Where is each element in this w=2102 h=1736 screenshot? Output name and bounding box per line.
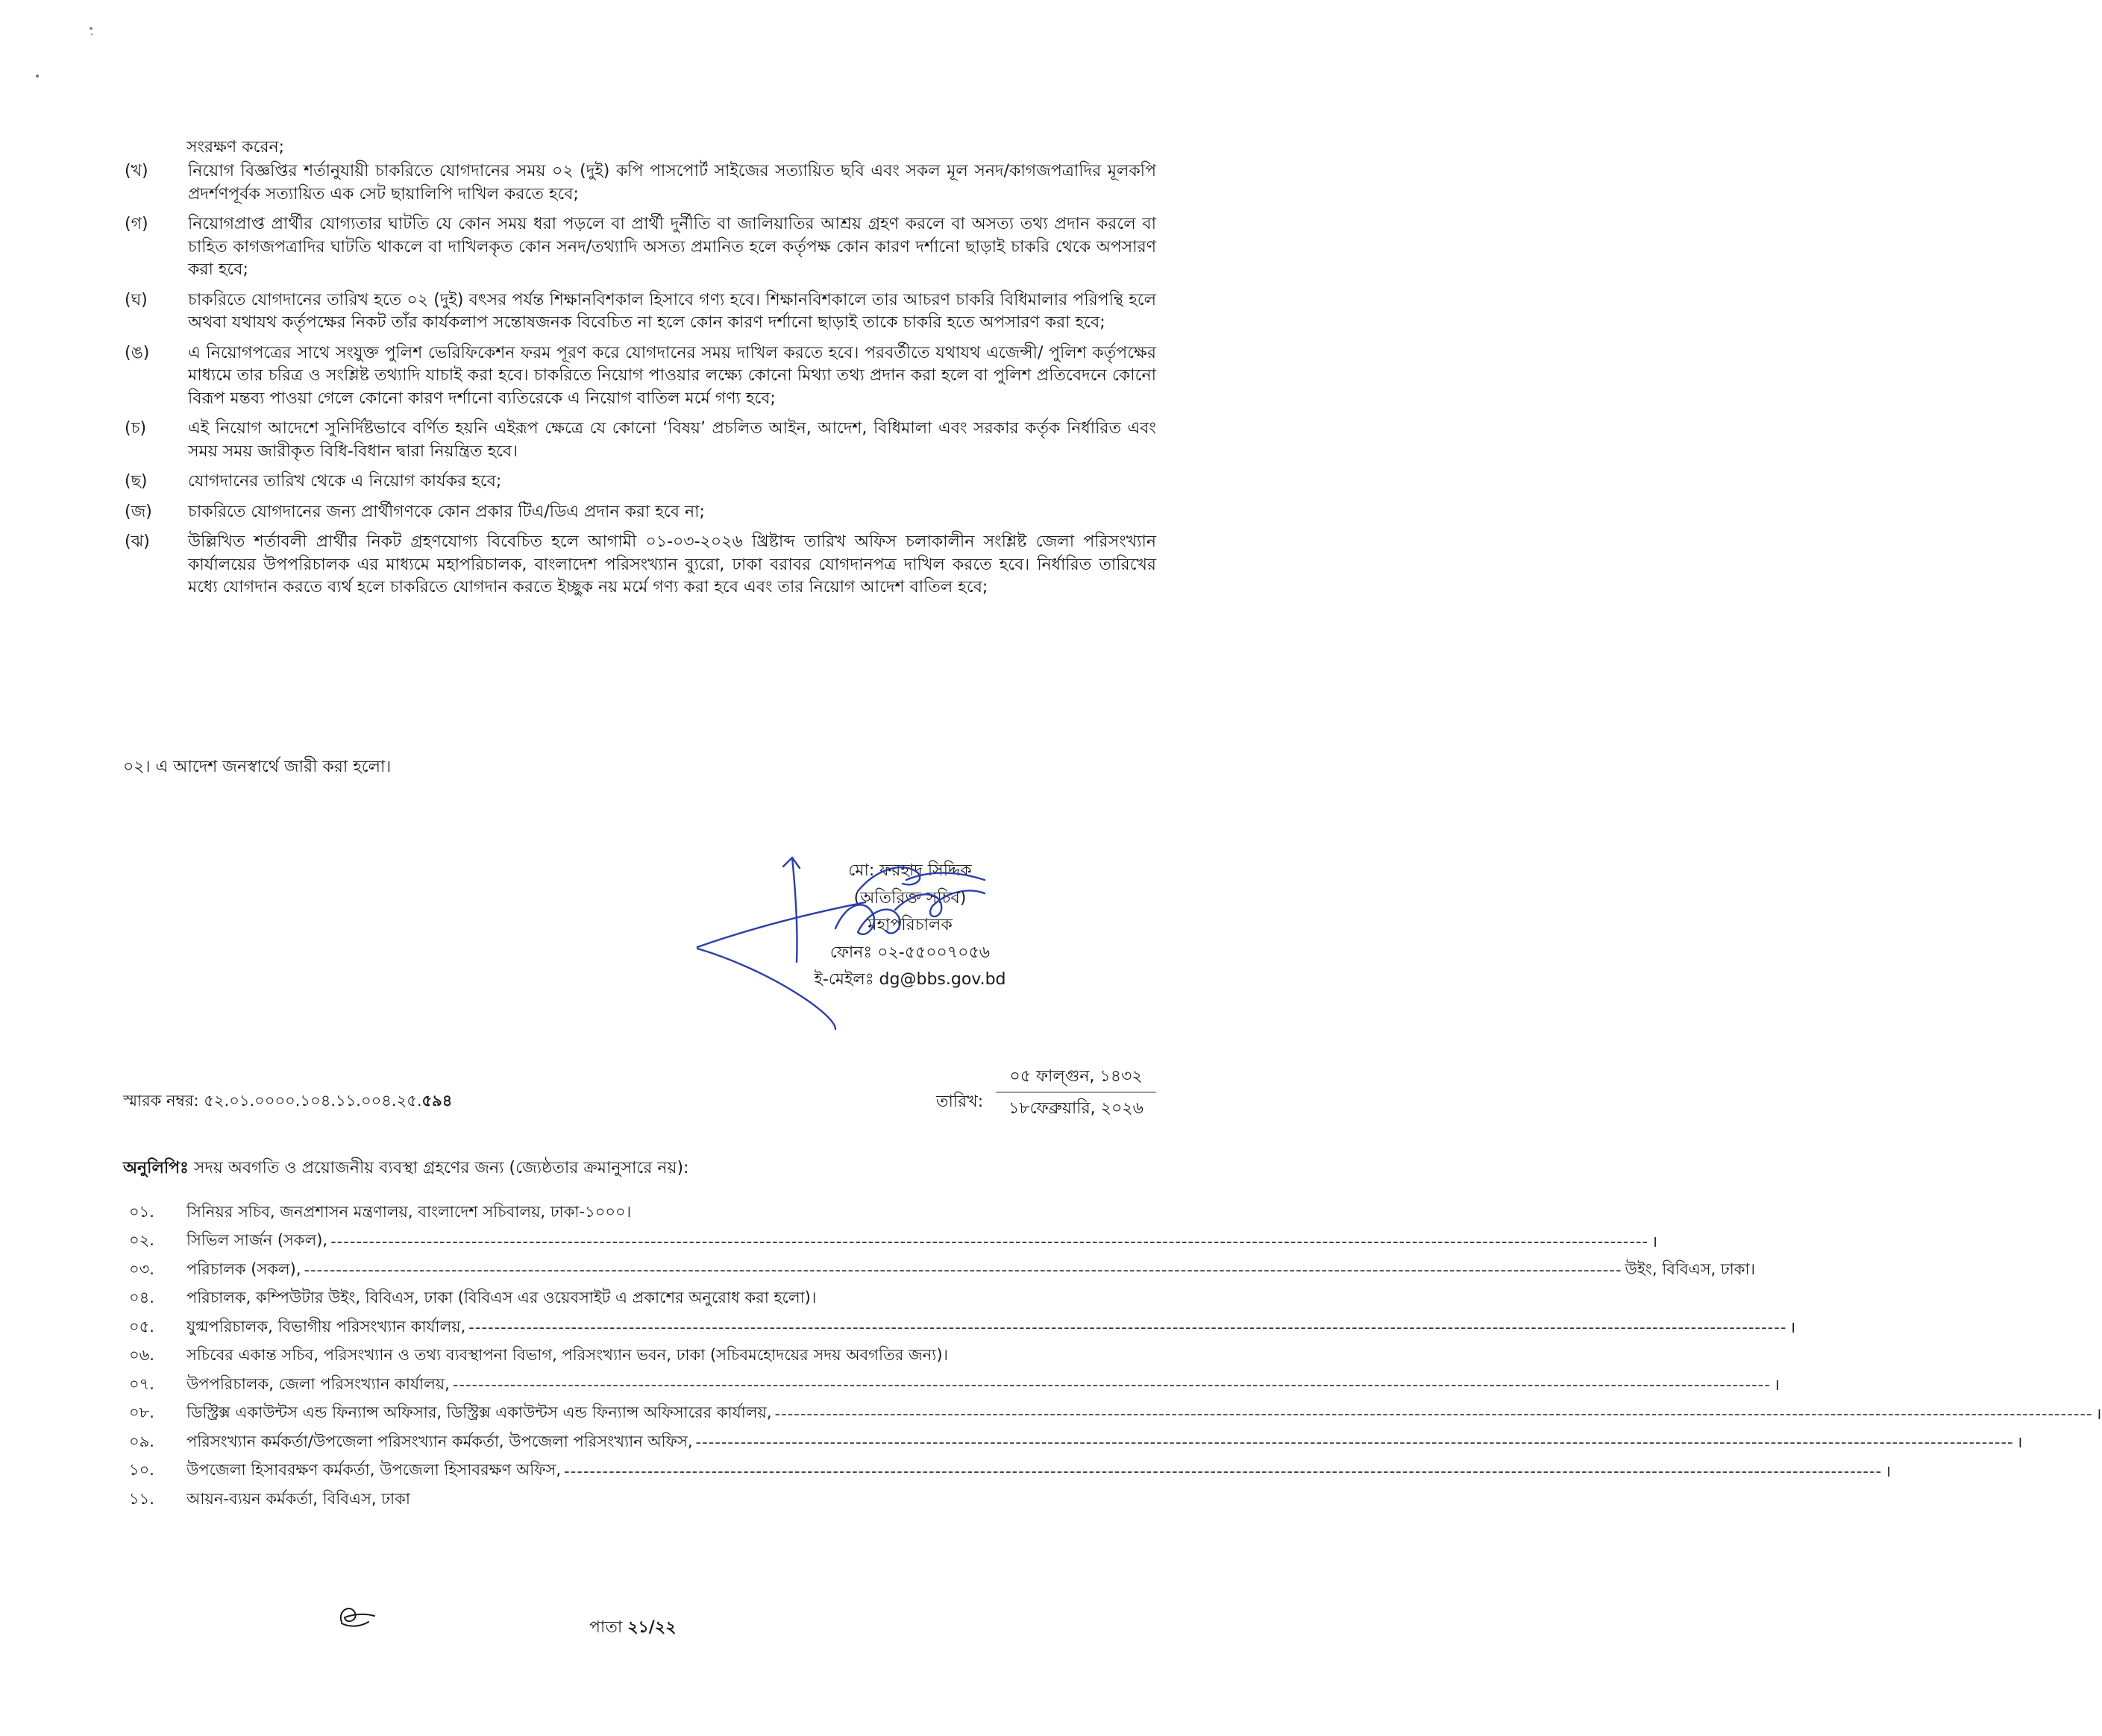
cc-item-text: উপপরিচালক, জেলা পরিসংখ্যান কার্যালয়, — [186, 1374, 450, 1393]
cc-item-number: ০১. — [129, 1202, 154, 1221]
cc-item — [123, 1256, 1756, 1285]
dash-leader: -------------------------------------------------------------------------------------------------------------------------------------------------------------------------------------------------------------- — [774, 1404, 2093, 1423]
condition-text: উল্লিখিত শর্তাবলী প্রার্থীর নিকট গ্রহণযোগ্য বিবেচিত হলে আগামী ০১-০৩-২০২৬ খ্রিষ্টাব্দ তারিখ অফিস চলাকালীন সংশ্লিষ্ট জেলা পরিসংখ্যান কার্যালয়ের উপপরিচালক এর মাধ্যমে মহাপরিচালক, বাংলাদেশ পরিসংখ্যান ব্যুরো, ঢাকা বরাবর যোগদানপত্র দাখিল করতে হবে। নির্ধারিত তারিখের মধ্যে যোগদান করতে ব্যর্থ হলে চাকরিতে যোগদান করতে ইচ্ছুক নয় মর্মে গণ্য করা হবে এবং তার নিয়োগ আদেশ বাতিল হবে; — [188, 532, 1156, 597]
dash-leader: -------------------------------------------------------------------------------------------------------------------------------------------------------------------------------------------------------------- — [564, 1462, 1883, 1480]
signature-block — [746, 858, 1074, 994]
condition-item — [123, 160, 1156, 206]
cc-item-text: ডিস্ট্রিক্স একাউন্টস এন্ড ফিন্যান্স অফিসার, ডিস্ট্রিক্স একাউন্টস এন্ড ফিন্যান্স অফিসারের কার্যালয়, — [186, 1403, 772, 1422]
cc-item-text: পরিসংখ্যান কর্মকর্তা/উপজেলা পরিসংখ্যান কর্মকর্তা, উপজেলা পরিসংখ্যান অফিস, — [186, 1432, 693, 1450]
cc-item — [123, 1457, 1892, 1486]
memo-number-label: স্মারক নম্বর: ৫২.০১.০০০০.১০৪.১১.০০৪.২৫. — [123, 1092, 422, 1110]
dash-leader: -------------------------------------------------------------------------------------------------------------------------------------------------------------------------------------------------------------- — [695, 1433, 2014, 1452]
date-fraction — [996, 1065, 1156, 1121]
dash-leader: -------------------------------------------------------------------------------------------------------------------------------------------------------------------------------------------------------------- — [330, 1232, 1649, 1251]
cc-item-number: ১০. — [129, 1461, 154, 1479]
condition-marker: (ঘ) — [125, 290, 148, 309]
cc-item-number: ০৮. — [129, 1403, 154, 1422]
order-statement: ০২। এ আদেশ জনস্বার্থে জারী করা হলো। — [123, 758, 392, 776]
cc-item-number: ০২. — [129, 1231, 154, 1250]
cc-item-tail: । — [1773, 1376, 1780, 1394]
condition-text: এ নিয়োগপত্রের সাথে সংযুক্ত পুলিশ ভেরিফিকেশন ফরম পূরণ করে যোগদানের সময় দাখিল করতে হবে। পরবর্তীতে যথাযথ এজেন্সী/ পুলিশ কর্তৃপক্ষের মাধ্যমে তার চরিত্র ও সংশ্লিষ্ট তথ্যাদি যাচাই করা হবে। চাকরিতে নিয়োগ পাওয়ার লক্ষ্যে কোনো মিথ্যা তথ্য প্রদান করা হলে বা পুলিশ প্রতিবেদনে কোনো বিরূপ মন্তব্য পাওয়া গেলে কোনো কারণ দর্শানো ব্যতিরেকে এ নিয়োগ বাতিল মর্মে গণ্য হবে; — [188, 343, 1156, 408]
condition-text: চাকরিতে যোগদানের তারিখ হতে ০২ (দুই) বৎসর পর্যন্ত শিক্ষানবিশকাল হিসাবে গণ্য হবে। শিক্ষানবিশকালে তার আচরণ চাকরি বিধিমালার পরিপন্থি হলে অথবা যথাযথ কর্তৃপক্ষের নিকট তাঁর কার্যকলাপ সন্তোষজনক বিবেচিত না হলে কোন কারণ দর্শানো ছাড়াই তাকে চাকরি হতে অপসারণ করা হবে; — [188, 290, 1156, 332]
condition-text: যোগদানের তারিখ থেকে এ নিয়োগ কার্যকর হবে; — [188, 472, 502, 491]
cc-heading-text: সদয় অবগতি ও প্রয়োজনীয় ব্যবস্থা গ্রহণের জন্য (জ্যেষ্ঠতার ক্রমানুসারে নয়): — [188, 1159, 689, 1177]
condition-item — [123, 213, 1156, 282]
cc-item-number: ০৫. — [129, 1317, 154, 1336]
cc-item — [123, 1428, 2023, 1457]
cc-item-tail: । — [1651, 1232, 1658, 1251]
condition-text: চাকরিতে যোগদানের জন্য প্রার্থীগণকে কোন প্রকার টিএ/ডিএ প্রদান করা হবে না; — [188, 502, 705, 521]
dash-leader: -------------------------------------------------------------------------------------------------------------------------------------------------------------------------------------------------------------- — [452, 1376, 1771, 1394]
date-label: তারিখ: — [936, 1092, 984, 1111]
page-number-value: ২১/২২ — [627, 1618, 677, 1637]
signatory-email: ই-মেইলঃ dg@bbs.gov.bd — [814, 970, 1006, 989]
condition-marker: (ঙ) — [125, 343, 150, 362]
condition-item — [123, 501, 1156, 524]
page-number-label: পাতা — [589, 1618, 628, 1637]
cc-heading — [123, 1157, 688, 1180]
condition-marker: (ঝ) — [125, 532, 150, 551]
dash-leader: -------------------------------------------------------------------------------------------------------------------------------------------------------------------------------------------------------------- — [468, 1318, 1787, 1337]
cc-item — [123, 1400, 2102, 1429]
cc-item-text: সচিবের একান্ত সচিব, পরিসংখ্যান ও তথ্য ব্যবস্থাপনা বিভাগ, পরিসংখ্যান ভবন, ঢাকা (সচিবমহোদয়ের সদয় অবগতির জন্য)। — [186, 1346, 949, 1365]
cc-item-text: যুগ্মপরিচালক, বিভাগীয় পরিসংখ্যান কার্যালয়, — [186, 1317, 466, 1336]
cc-item-text: সিনিয়র সচিব, জনপ্রশাসন মন্ত্রণালয়, বাংলাদেশ সচিবালয়, ঢাকা-১০০০। — [186, 1202, 632, 1221]
cc-item — [123, 1198, 1156, 1227]
cc-item-text: পরিচালক, কম্পিউটার উইং, বিবিএস, ঢাকা (বিবিএস এর ওয়েবসাইট এ প্রকাশের অনুরোধ করা হলো)। — [186, 1289, 817, 1307]
condition-marker: (জ) — [125, 502, 152, 521]
condition-item — [123, 289, 1156, 335]
cc-item — [123, 1227, 1658, 1257]
signatory-title: মহাপরিচালক — [868, 916, 953, 934]
cc-item — [123, 1371, 1780, 1400]
memo-number-suffix: ৫৯৪ — [421, 1092, 453, 1110]
cc-item-tail: । — [2016, 1433, 2023, 1452]
cc-item-text: আয়ন-ব্যয়ন কর্মকর্তা, বিবিএস, ঢাকা — [186, 1489, 410, 1508]
cc-item — [123, 1485, 1156, 1515]
cc-item-text: সিভিল সার্জন (সকল), — [186, 1231, 328, 1250]
cc-item — [123, 1313, 1796, 1342]
cc-item — [123, 1342, 1156, 1371]
condition-text: নিয়োগপ্রাপ্ত প্রার্থীর যোগ্যতার ঘাটতি যে কোন সময় ধরা পড়লে বা প্রার্থী দুর্নীতি বা জালিয়াতির আশ্রয় গ্রহণ করলে বা অসত্য তথ্য প্রদান করলে বা চাহিত কাগজপত্রাদির ঘাটতি থাকলে বা দাখিলকৃত কোন সনদ/তথ্যাদি অসত্য প্রমানিত হলে কর্তৃপক্ষ কোন কারণ দর্শানো ছাড়াই চাকরি থেকে অপসারণ করা হবে; — [188, 215, 1156, 279]
cc-heading-label: অনুলিপিঃ — [123, 1159, 189, 1177]
dash-leader: -------------------------------------------------------------------------------------------------------------------------------------------------------------------------------------------------------------- — [304, 1261, 1622, 1280]
cc-item-number: ০৩. — [129, 1259, 154, 1278]
condition-text: এই নিয়োগ আদেশে সুনির্দিষ্টভাবে বর্ণিত হয়নি এইরূপ ক্ষেত্রে যে কোনো ‘বিষয়’ প্রচলিত আইন, আদেশ, বিধিমালা এবং সরকার কর্তৃক নির্ধারিত এবং সময় সময় জারীকৃত বিধি-বিধান দ্বারা নিয়ন্ত্রিত হবে। — [188, 419, 1156, 461]
cc-item-tail: উইং, বিবিএস, ঢাকা। — [1625, 1259, 1756, 1278]
condition-text: নিয়োগ বিজ্ঞপ্তির শর্তানুযায়ী চাকরিতে যোগদানের সময় ০২ (দুই) কপি পাসপোর্ট সাইজের সত্যায়িত ছবি এবং সকল মূল সনদ/কাগজপত্রাদির মূলকপি প্রদর্শণপূর্বক সত্যায়িত এক সেট ছায়ালিপি দাখিল করতে হবে; — [188, 162, 1156, 204]
condition-marker: (চ) — [125, 419, 147, 438]
cc-item-text: উপজেলা হিসাবরক্ষণ কর্মকর্তা, উপজেলা হিসাবরক্ষণ অফিস, — [186, 1461, 562, 1479]
signatory-phone: ফোনঃ ০২-৫৫০০৭০৫৬ — [829, 943, 991, 962]
cc-list — [123, 1198, 2102, 1515]
cc-item-tail: । — [1789, 1318, 1796, 1337]
cc-item-number: ১১. — [129, 1489, 154, 1508]
cc-item-number: ০৯. — [129, 1432, 154, 1450]
condition-item — [123, 471, 1156, 494]
scan-specks — [0, 0, 1233, 149]
handwritten-initial — [336, 1600, 380, 1633]
continuation-text: সংরক্ষণ করেন; — [186, 138, 285, 157]
cc-item — [123, 1285, 1156, 1314]
condition-marker: (খ) — [125, 162, 148, 180]
condition-item — [123, 531, 1156, 600]
date-bangla: ০৫ ফাল্গুন, ১৪৩২ — [996, 1065, 1156, 1092]
signatory-rank: (অতিরিক্ত সচিব) — [853, 888, 967, 908]
cc-item-number: ০৪. — [129, 1289, 154, 1307]
condition-marker: (ছ) — [125, 472, 148, 491]
memo-date-row — [123, 1067, 1156, 1141]
condition-item — [123, 342, 1156, 411]
signatory-name: মো: ফরহাদ সিদ্দিক — [848, 861, 972, 880]
cc-item-tail: । — [2095, 1404, 2102, 1423]
conditions-list — [123, 160, 1156, 607]
memo-number — [123, 1089, 452, 1115]
cc-item-number: ০৬. — [129, 1346, 154, 1365]
page-number — [589, 1614, 676, 1642]
cc-item-text: পরিচালক (সকল), — [186, 1259, 301, 1278]
condition-marker: (গ) — [125, 215, 148, 233]
date-english: ১৮ফেব্রুয়ারি, ২০২৬ — [1008, 1099, 1143, 1118]
cc-item-number: ০৭. — [129, 1374, 154, 1393]
condition-item — [123, 418, 1156, 463]
cc-item-tail: । — [1885, 1462, 1892, 1480]
